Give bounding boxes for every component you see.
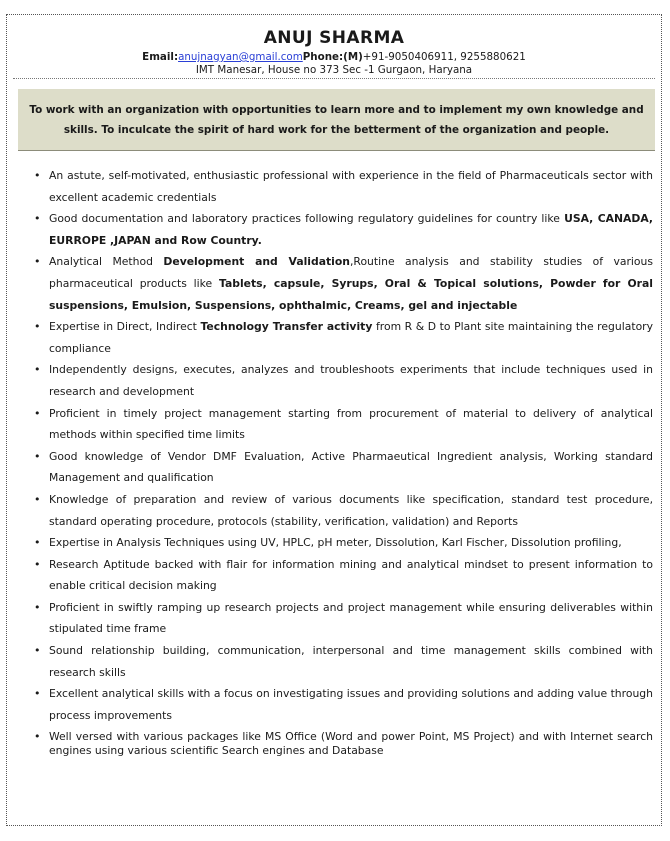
list-item xyxy=(7,165,661,208)
item-text: ,Routine analysis and stability studies of various pharmaceutical products like xyxy=(49,255,653,290)
item-text: Expertise in Direct, Indirect xyxy=(49,320,201,334)
item-text: Good documentation and laboratory practices following regulatory guidelines for country like xyxy=(49,212,565,226)
bullet-icon: • xyxy=(34,644,41,658)
list-item xyxy=(7,208,661,251)
email-label: Email: xyxy=(142,51,179,63)
item-text: from R & D to Plant site maintaining the regulatory compliance xyxy=(49,320,654,355)
resume-header xyxy=(7,28,661,76)
objective-box: To work with an organization with opportunities to learn more and to implement my own knowledge and skills. To inculcate the spirit of hard work for the betterment of the organization and people. xyxy=(18,89,655,151)
list-item xyxy=(7,403,661,446)
list-item xyxy=(7,730,661,758)
bold-text: Technology Transfer activity xyxy=(200,320,373,334)
bold-text: USA, CANADA, EURROPE ,JAPAN and Row Country. xyxy=(49,212,653,247)
item-text: Good knowledge of Vendor DMF Evaluation, Active Pharmaeutical Ingredient analysis, Working standard Management and qualification xyxy=(49,449,653,485)
bullet-icon: • xyxy=(34,320,41,334)
bullet-icon: • xyxy=(34,600,41,614)
bullet-icon: • xyxy=(34,212,41,226)
bullet-icon: • xyxy=(34,492,41,506)
item-text: Independently designs, executes, analyzes and troubleshoots experiments that include techniques used in research and development xyxy=(49,363,653,398)
item-text: Sound relationship building, communication, interpersonal and time management skills combined with research skills xyxy=(49,644,653,679)
contact-line xyxy=(7,51,661,64)
header-divider xyxy=(13,78,655,79)
bullet-icon: • xyxy=(34,449,41,463)
bold-text: Development and Validation xyxy=(163,255,350,269)
phone-numbers: +91-9050406911, 9255880621 xyxy=(362,51,526,63)
bullet-icon: • xyxy=(34,557,41,571)
bullet-icon: • xyxy=(34,406,41,420)
list-item xyxy=(7,316,661,359)
bullet-icon: • xyxy=(34,687,41,701)
skills-list xyxy=(7,165,661,758)
list-item xyxy=(7,640,661,683)
list-item xyxy=(7,446,661,489)
list-item xyxy=(7,251,661,316)
address-line: IMT Manesar, House no 373 Sec -1 Gurgaon, Haryana xyxy=(195,64,473,76)
item-text: Excellent analytical skills with a focus on investigating issues and providing solutions and adding value through process improvements xyxy=(49,687,653,722)
item-text: Proficient in swiftly ramping up research projects and project management while ensuring deliverables within stipulated time frame xyxy=(49,600,653,636)
item-text: Expertise in Analysis Techniques using UV, HPLC, pH meter, Dissolution, Karl Fischer, Dissolution profiling, xyxy=(49,536,622,550)
item-text: Analytical Method xyxy=(49,255,164,269)
list-item xyxy=(7,554,661,597)
item-text: Research Aptitude backed with flair for information mining and analytical mindset to present information to enable critical decision making xyxy=(49,557,653,593)
list-item xyxy=(7,532,661,554)
item-text: Well versed with various packages like MS Office (Word and power Point, MS Project) and with Internet search engines using various scientific Search engines and Database xyxy=(49,730,653,758)
bullet-icon: • xyxy=(34,363,41,377)
bullet-icon: • xyxy=(34,536,41,550)
item-text: Proficient in timely project management starting from procurement of material to delivery of analytical methods within specified time limits xyxy=(49,406,653,442)
bullet-icon: • xyxy=(34,169,41,182)
bullet-icon: • xyxy=(34,730,41,744)
item-text: An astute, self-motivated, enthusiastic professional with experience in the field of Pharmaceuticals sector with excellent academic credentials xyxy=(49,169,653,204)
list-item xyxy=(7,489,661,532)
phone-label: Phone:(M) xyxy=(302,51,363,63)
list-item xyxy=(7,683,661,726)
bullet-icon: • xyxy=(34,255,41,269)
item-text: Knowledge of preparation and review of various documents like specification, standard test procedure, standard operating procedure, protocols (stability, verification, validation) and Reports xyxy=(49,492,653,528)
email-link[interactable]: anujnagyan@gmail.com xyxy=(178,51,303,63)
list-item xyxy=(7,359,661,402)
resume-page xyxy=(6,14,662,826)
list-item xyxy=(7,597,661,640)
bold-text: Tablets, capsule, Syrups, Oral & Topical solutions, Powder for Oral suspensions, Emulsion, Suspensions, ophthalmic, Creams, gel and injectable xyxy=(49,276,653,312)
candidate-name: ANUJ SHARMA xyxy=(263,28,405,48)
